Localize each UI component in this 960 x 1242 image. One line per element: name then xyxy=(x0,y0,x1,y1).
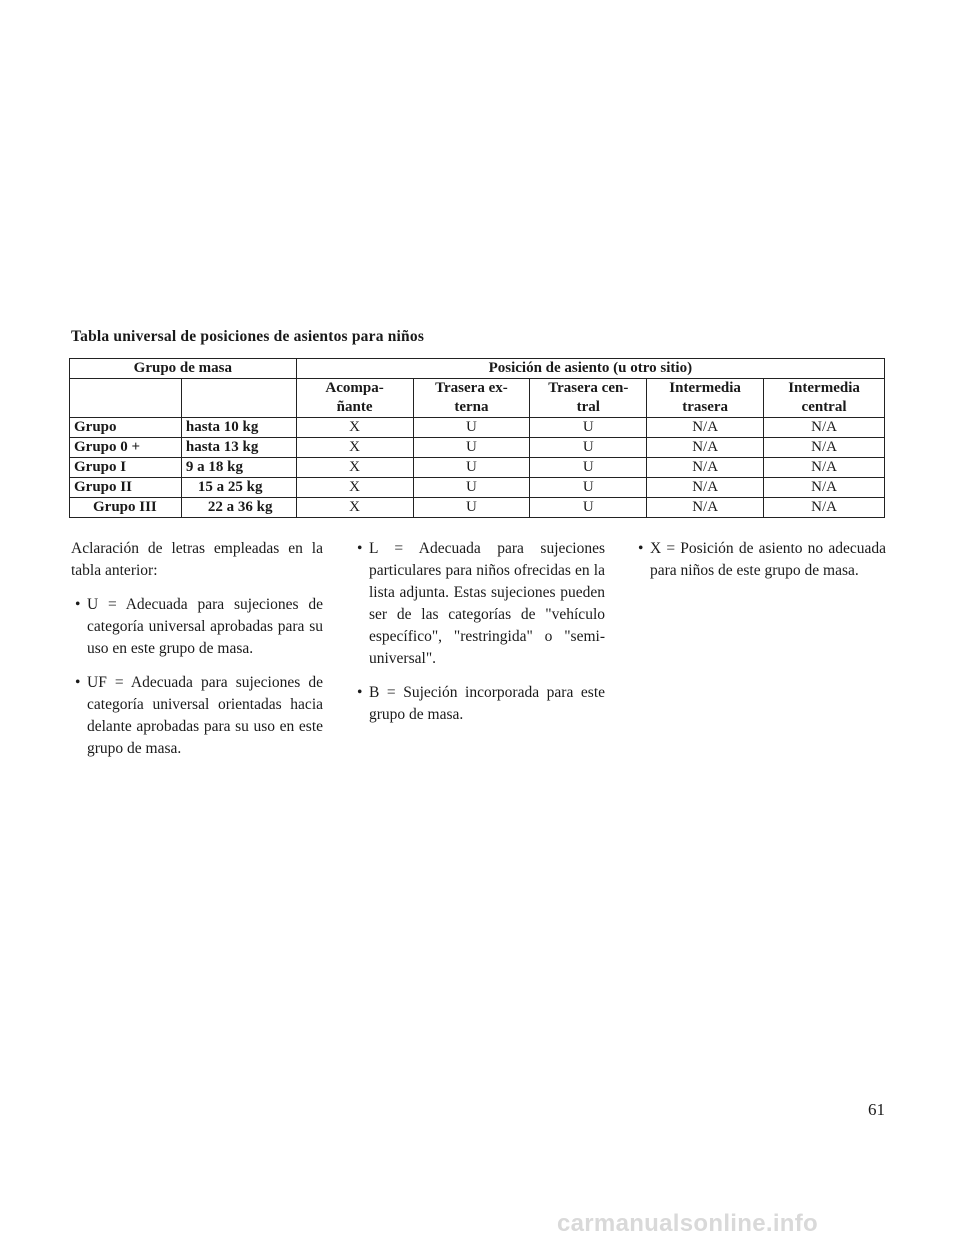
bullet-text: B = Sujeción incorporada para este grupo de masa. xyxy=(369,684,605,723)
cell-value: X xyxy=(296,498,413,518)
page-number: 61 xyxy=(868,1100,885,1119)
cell-value: N/A xyxy=(764,458,885,478)
cell-value: N/A xyxy=(647,458,764,478)
subheader-line: Trasera ex- xyxy=(435,380,508,396)
watermark-logo: carmanualsonline.info xyxy=(557,1210,819,1237)
subheader-line: terna xyxy=(454,399,489,415)
bullet-text: X = Posición de asiento no adecuada para niños de este grupo de masa. xyxy=(650,540,886,579)
subheader-line: Trasera cen- xyxy=(548,380,629,396)
subheader-empty xyxy=(70,379,182,418)
subheader-line: tral xyxy=(576,399,600,415)
cell-value: U xyxy=(413,478,530,498)
cell-value: X xyxy=(296,458,413,478)
bullet-icon: • xyxy=(638,540,644,557)
subheader-line: Intermedia xyxy=(669,380,741,396)
subheader-middle-center xyxy=(764,379,885,418)
cell-value: N/A xyxy=(764,478,885,498)
cell-value: U xyxy=(413,418,530,438)
subheader-line: central xyxy=(801,399,847,415)
row-group: Grupo III xyxy=(70,498,182,518)
row-mass: hasta 13 kg xyxy=(181,438,296,458)
subheader-middle-rear xyxy=(647,379,764,418)
subheader-empty xyxy=(181,379,296,418)
table-row xyxy=(70,498,885,518)
table-row xyxy=(70,438,885,458)
subheader-passenger xyxy=(296,379,413,418)
header-seat-position: Posición de asiento (u otro sitio) xyxy=(296,359,884,379)
cell-value: X xyxy=(296,478,413,498)
subheader-line: ñante xyxy=(336,399,373,415)
row-mass: hasta 10 kg xyxy=(181,418,296,438)
row-group: Grupo I xyxy=(70,458,182,478)
bullet-l xyxy=(353,538,605,670)
bullet-icon: • xyxy=(357,684,363,701)
cell-value: U xyxy=(530,498,647,518)
bullet-icon: • xyxy=(75,674,81,691)
bullet-text: UF = Adecuada para sujeciones de categoría universal orientadas hacia delante aprobadas para su uso en este grupo de masa. xyxy=(87,674,323,757)
cell-value: N/A xyxy=(647,438,764,458)
page-title: Tabla universal de posiciones de asientos para niños xyxy=(71,328,425,345)
cell-value: X xyxy=(296,438,413,458)
cell-value: U xyxy=(530,478,647,498)
bullet-x xyxy=(634,538,886,582)
header-group-mass: Grupo de masa xyxy=(70,359,297,379)
cell-value: X xyxy=(296,418,413,438)
cell-value: N/A xyxy=(647,478,764,498)
table-subheader-row xyxy=(70,379,885,418)
bullet-icon: • xyxy=(75,596,81,613)
legend-intro: Aclaración de letras empleadas en la tabla anterior: xyxy=(71,540,323,579)
cell-value: U xyxy=(413,438,530,458)
row-group: Grupo 0 + xyxy=(70,438,182,458)
cell-value: N/A xyxy=(764,498,885,518)
text-column-2 xyxy=(353,538,605,738)
cell-value: U xyxy=(530,458,647,478)
cell-value: U xyxy=(530,418,647,438)
text-column-1 xyxy=(71,538,323,772)
cell-value: U xyxy=(413,498,530,518)
cell-value: N/A xyxy=(647,418,764,438)
cell-value: N/A xyxy=(764,438,885,458)
bullet-u xyxy=(71,594,323,660)
subheader-rear-center xyxy=(530,379,647,418)
subheader-line: Intermedia xyxy=(788,380,860,396)
row-mass: 9 a 18 kg xyxy=(181,458,296,478)
table-row xyxy=(70,478,885,498)
text-column-3 xyxy=(634,538,886,594)
table-header-row xyxy=(70,359,885,379)
bullet-text: U = Adecuada para sujeciones de categoría universal aprobadas para su uso en este grupo de masa. xyxy=(87,596,323,657)
table-row xyxy=(70,458,885,478)
bullet-icon: • xyxy=(357,540,363,557)
table-row xyxy=(70,418,885,438)
cell-value: U xyxy=(530,438,647,458)
row-group: Grupo xyxy=(70,418,182,438)
bullet-text: L = Adecuada para sujeciones particulares para niños ofrecidas en la lista adjunta. Estas sujeciones pueden ser de las categorías de "vehículo específico", "restringida" o "semi-universal". xyxy=(369,540,605,667)
cell-value: N/A xyxy=(647,498,764,518)
subheader-rear-outer xyxy=(413,379,530,418)
row-mass: 15 a 25 kg xyxy=(181,478,296,498)
row-mass: 22 a 36 kg xyxy=(181,498,296,518)
cell-value: N/A xyxy=(764,418,885,438)
child-seat-table xyxy=(69,358,885,518)
subheader-line: Acompa- xyxy=(325,380,384,396)
bullet-uf xyxy=(71,672,323,760)
bullet-b xyxy=(353,682,605,726)
cell-value: U xyxy=(413,458,530,478)
subheader-line: trasera xyxy=(682,399,729,415)
row-group: Grupo II xyxy=(70,478,182,498)
